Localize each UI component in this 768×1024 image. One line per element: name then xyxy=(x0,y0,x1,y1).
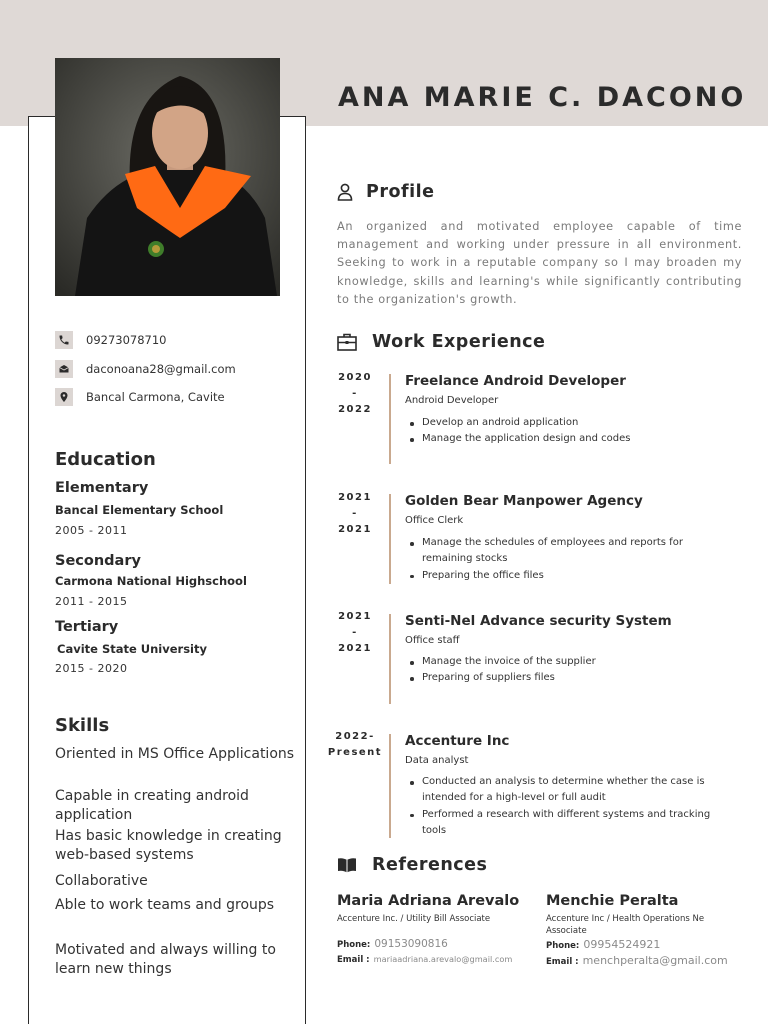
work-experience-title: Work Experience xyxy=(372,332,546,352)
job-date-end: Present xyxy=(327,747,383,758)
profile-title: Profile xyxy=(366,182,435,202)
job-company: Golden Bear Manpower Agency xyxy=(405,493,643,509)
contact-phone xyxy=(55,331,166,349)
job-date-start: 2021 xyxy=(338,492,372,503)
job-task: Preparing the office files xyxy=(422,568,712,584)
job-date-end: 2021 xyxy=(338,643,372,654)
job-date-start: 2020 xyxy=(338,372,372,383)
job-date-end: 2021 xyxy=(338,524,372,535)
job-task: Performed a research with different systems and tracking tools xyxy=(422,807,712,840)
job-role: Office Clerk xyxy=(405,515,464,526)
education-years: 2005 - 2011 xyxy=(55,524,128,537)
job-task: Manage the invoice of the supplier xyxy=(422,654,712,670)
job-company: Freelance Android Developer xyxy=(405,373,626,389)
person-icon xyxy=(337,183,353,201)
reference-email-address: mariaadriana.arevalo@gmail.com xyxy=(373,954,513,964)
email-address: daconoana28@gmail.com xyxy=(86,362,236,376)
job-task: Manage the schedules of employees and reports for remaining stocks xyxy=(422,535,712,568)
reference-phone-number: 09954524921 xyxy=(583,938,661,951)
education-level: Tertiary xyxy=(55,619,119,635)
job-task: Conducted an analysis to determine whether the case is intended for a high-level or full audit xyxy=(422,774,712,807)
timeline-divider xyxy=(389,734,391,838)
job-task: Preparing of suppliers files xyxy=(422,670,712,686)
contact-address xyxy=(55,388,225,406)
education-level: Elementary xyxy=(55,480,149,496)
job-role: Data analyst xyxy=(405,755,469,766)
book-icon xyxy=(337,856,357,874)
phone-label: Phone: xyxy=(337,940,371,950)
phone-icon xyxy=(55,331,73,349)
profile-summary: An organized and motivated employee capable of time management and working under pressure in all environment. Seeking to work in a reputable company so I may broaden my knowledge, skills and learning's while significantly contributing to the organization's growth. xyxy=(337,220,742,306)
job-date xyxy=(325,490,385,538)
job-task: Develop an android application xyxy=(422,415,712,431)
job-date-separator: - xyxy=(352,388,358,399)
candidate-name: ANA MARIE C. DACONO xyxy=(338,82,747,113)
timeline-divider xyxy=(389,494,391,584)
mail-icon xyxy=(55,360,73,378)
profile-heading xyxy=(337,182,434,202)
job-role: Office staff xyxy=(405,635,460,646)
reference-name: Menchie Peralta xyxy=(546,893,679,909)
references-heading xyxy=(337,855,487,875)
profile-photo xyxy=(55,58,280,296)
job-date xyxy=(325,609,385,657)
skill-item: Able to work teams and groups xyxy=(55,897,275,913)
reference-phone xyxy=(546,938,660,951)
job-tasks xyxy=(422,774,712,839)
job-company: Senti-Nel Advance security System xyxy=(405,613,672,629)
skill-item: Motivated and always willing to learn new things xyxy=(55,942,276,977)
job-date-separator: - xyxy=(352,508,358,519)
reference-position: Accenture Inc / Health Operations Ne Associate xyxy=(546,914,705,936)
job-date-start: 2021 xyxy=(338,611,372,622)
education-years: 2011 - 2015 xyxy=(55,595,128,608)
education-school: Cavite State University xyxy=(57,642,207,656)
reference-phone-number: 09153090816 xyxy=(374,938,448,950)
skill-item: Has basic knowledge in creating web-based systems xyxy=(55,828,282,863)
reference-position: Accenture Inc. / Utility Bill Associate xyxy=(337,914,491,924)
reference-email xyxy=(546,954,728,967)
phone-label: Phone: xyxy=(546,941,580,951)
skill-item: Capable in creating android application xyxy=(55,788,249,823)
reference-email-address: menchperalta@gmail.com xyxy=(582,954,728,967)
timeline-divider xyxy=(389,614,391,704)
education-level: Secondary xyxy=(55,553,141,569)
briefcase-icon xyxy=(337,333,357,351)
education-school: Bancal Elementary School xyxy=(55,503,224,517)
job-tasks xyxy=(422,654,712,687)
education-years: 2015 - 2020 xyxy=(55,662,128,675)
job-date-separator: - xyxy=(352,627,358,638)
job-date xyxy=(325,729,385,761)
phone-number: 09273078710 xyxy=(86,333,167,347)
job-role: Android Developer xyxy=(405,395,499,406)
job-date-start: 2022- xyxy=(335,731,375,742)
location-pin-icon xyxy=(55,388,73,406)
contact-email xyxy=(55,360,236,378)
skill-item: Oriented in MS Office Applications xyxy=(55,746,295,762)
reference-phone xyxy=(337,938,448,950)
references-title: References xyxy=(372,855,488,875)
email-label: Email : xyxy=(546,957,579,967)
email-label: Email : xyxy=(337,955,370,965)
job-tasks xyxy=(422,535,712,584)
skill-item: Collaborative xyxy=(55,873,148,889)
job-tasks xyxy=(422,415,712,448)
education-school: Carmona National Highschool xyxy=(55,574,247,588)
education-heading: Education xyxy=(55,449,156,470)
job-date-end: 2022 xyxy=(338,404,372,415)
skills-heading: Skills xyxy=(55,715,110,736)
work-experience-heading xyxy=(337,332,545,352)
job-task: Manage the application design and codes xyxy=(422,431,712,447)
timeline-divider xyxy=(389,374,391,464)
job-date xyxy=(325,370,385,418)
home-address: Bancal Carmona, Cavite xyxy=(86,390,225,404)
job-company: Accenture Inc xyxy=(405,733,510,749)
reference-email xyxy=(337,954,512,965)
reference-name: Maria Adriana Arevalo xyxy=(337,893,520,909)
